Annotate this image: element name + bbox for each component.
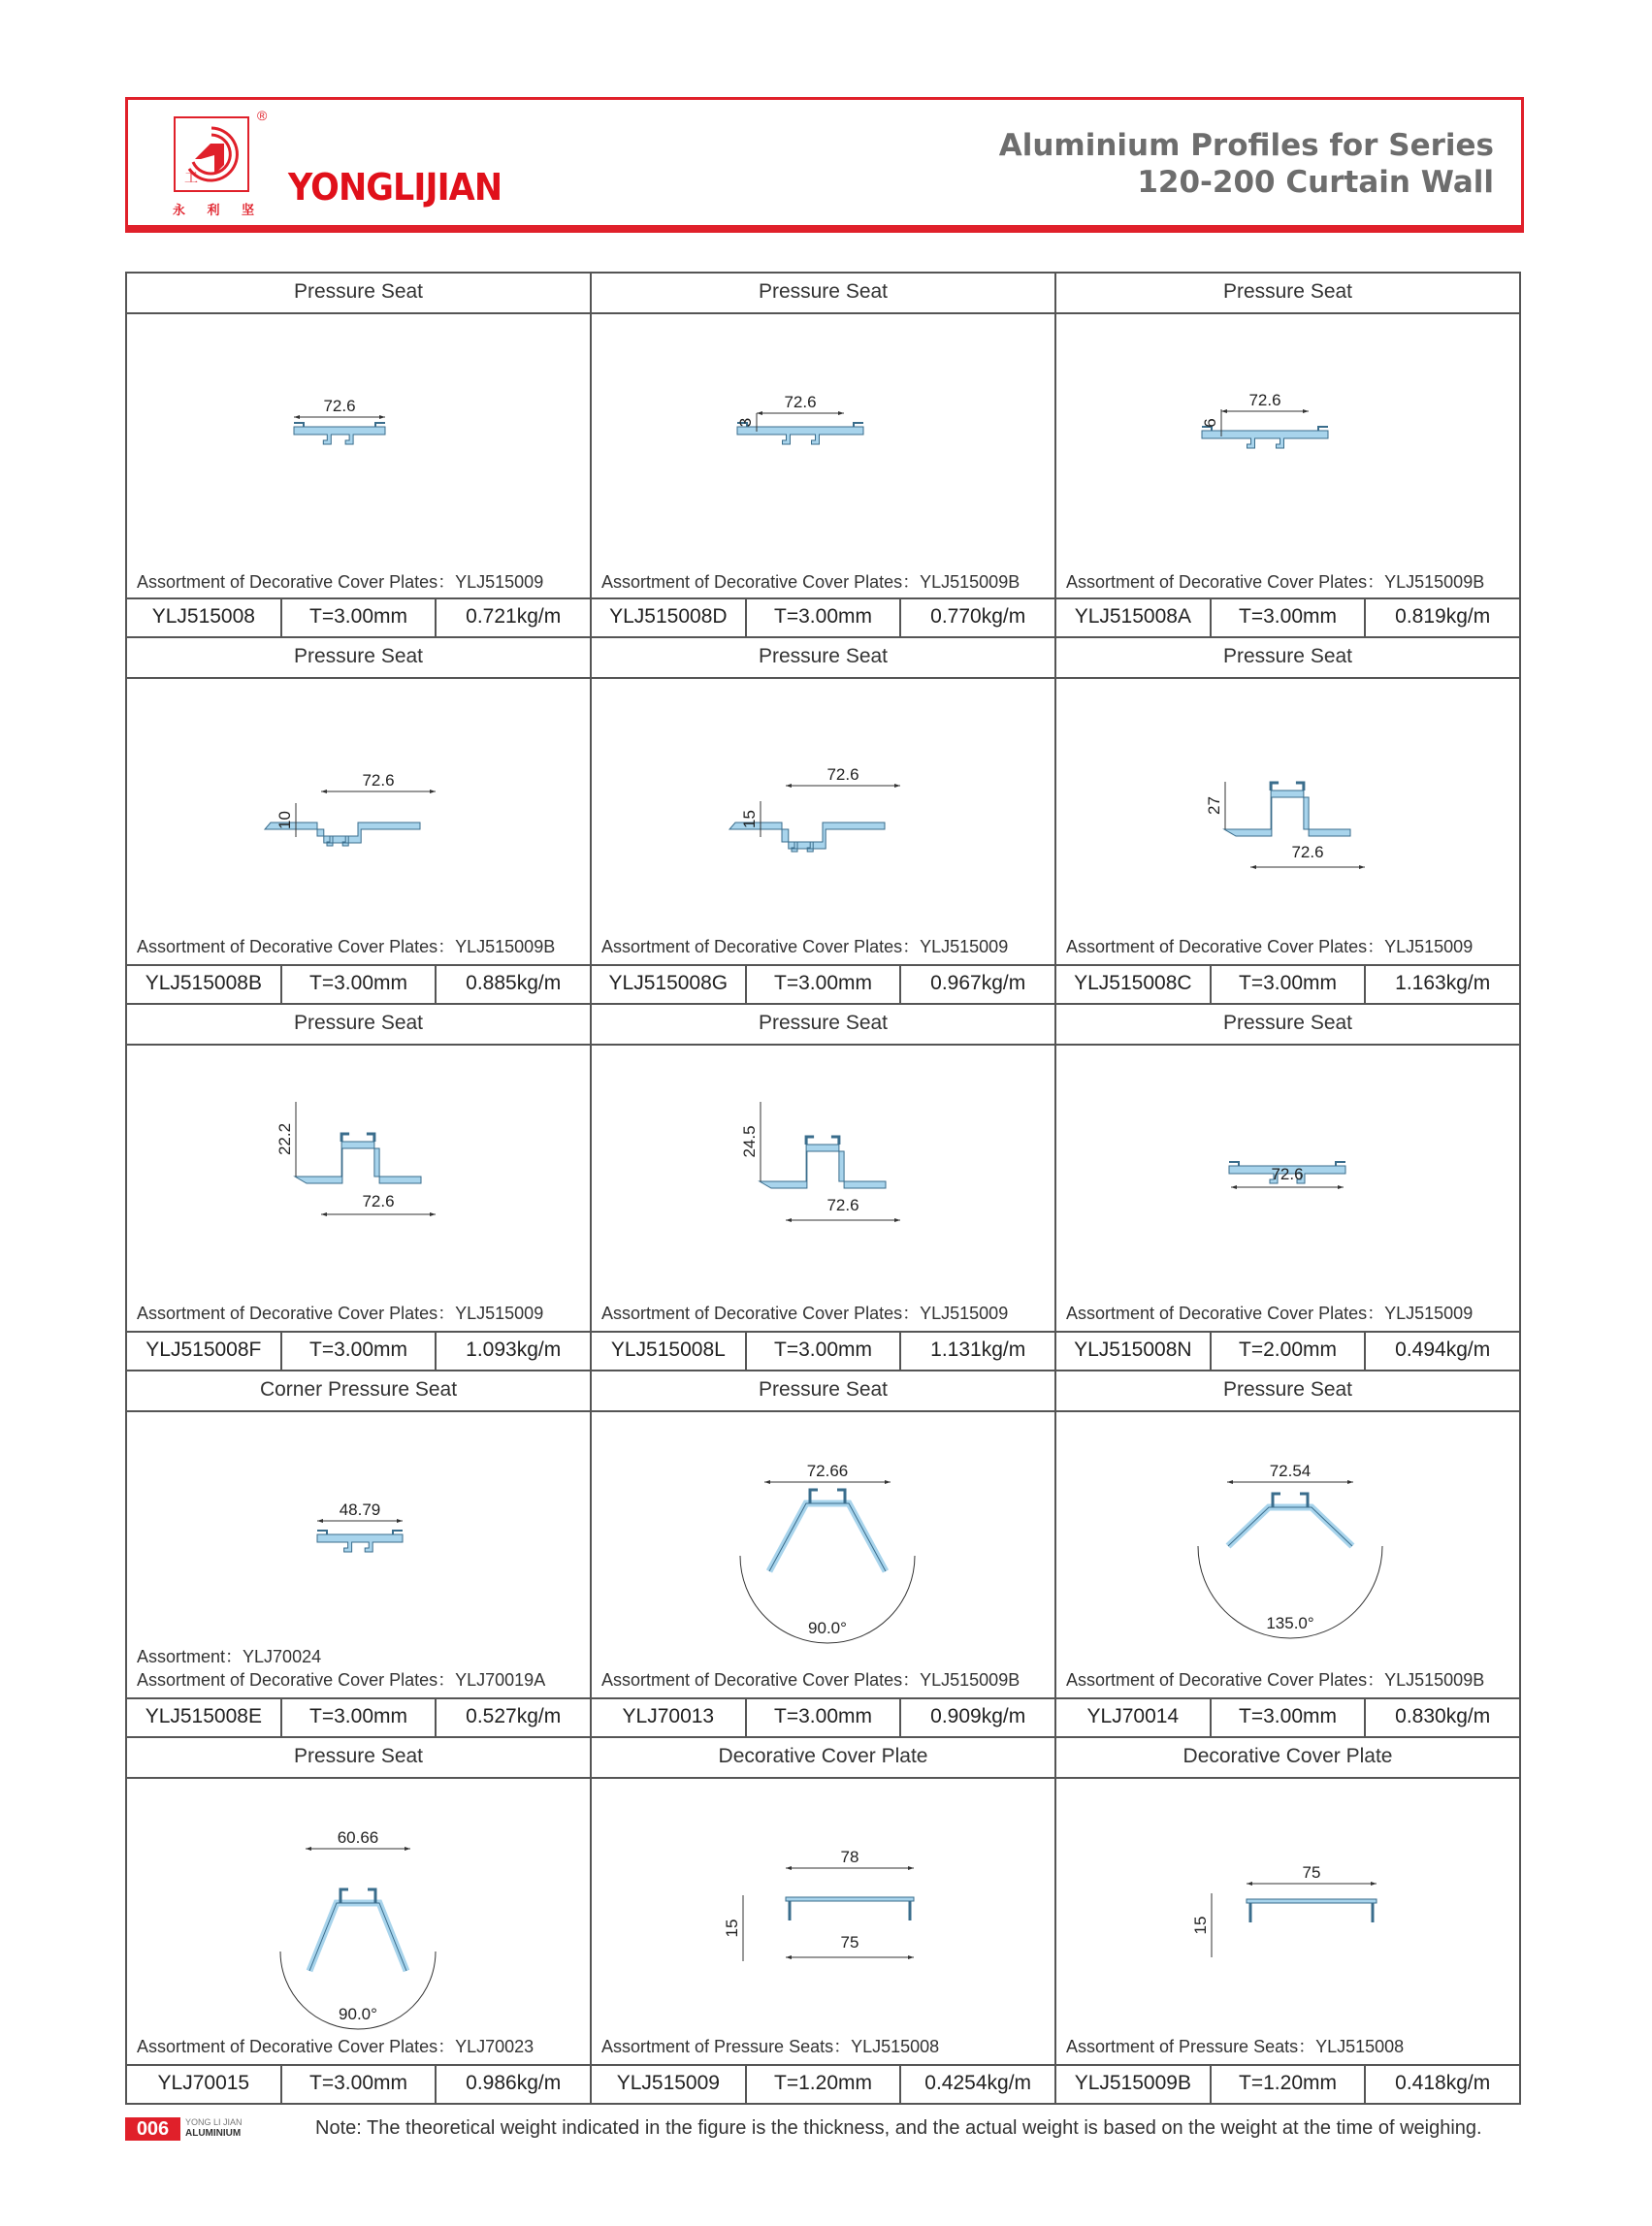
- profile-specs: [1056, 597, 1519, 636]
- svg-text:工: 工: [184, 170, 198, 185]
- profile-weight: 1.093kg/m: [435, 1333, 590, 1370]
- profile-card: [125, 1370, 592, 1738]
- profile-thickness: T=3.00mm: [1210, 1699, 1365, 1736]
- svg-text:72.6: 72.6: [1271, 1165, 1304, 1183]
- profile-thickness: T=1.20mm: [745, 2066, 900, 2103]
- svg-text:75: 75: [1302, 1863, 1321, 1882]
- svg-text:15: 15: [740, 810, 759, 828]
- profile-code: YLJ515008N: [1074, 1339, 1192, 1361]
- profile-specs: [592, 1697, 1054, 1736]
- profile-specs: [592, 597, 1054, 636]
- profile-thickness: T=2.00mm: [1210, 1333, 1365, 1370]
- profile-weight: 0.721kg/m: [435, 599, 590, 636]
- profile-code: YLJ515008F: [146, 1339, 262, 1361]
- profile-card: [590, 1736, 1056, 2105]
- profile-thickness: T=3.00mm: [745, 1333, 900, 1370]
- svg-text:72.6: 72.6: [1248, 391, 1281, 409]
- profile-cross-section-diagram: [127, 677, 590, 906]
- svg-text:15: 15: [723, 1919, 741, 1938]
- assortment-info: [1066, 1639, 1515, 1697]
- profile-weight: 0.885kg/m: [435, 966, 590, 1003]
- assortment-info: [137, 2006, 586, 2064]
- profile-code: YLJ70014: [1086, 1705, 1180, 1727]
- profile-catalog-grid: [125, 272, 1524, 2105]
- profile-card: [590, 272, 1056, 638]
- profile-card: [125, 272, 592, 638]
- profile-weight: 0.967kg/m: [899, 966, 1054, 1003]
- assortment-cover-plates: Assortment of Decorative Cover Plates：YLJ515009B: [601, 1670, 1020, 1690]
- assortment-cover-plates: Assortment of Decorative Cover Plates：YLJ515009: [1066, 937, 1474, 956]
- assortment-cover-plates: Assortment of Decorative Cover Plates：YLJ515009B: [1066, 1670, 1485, 1690]
- profile-specs: [127, 964, 590, 1003]
- assortment-cover-plates: Assortment of Pressure Seats：YLJ515008: [601, 2037, 940, 2056]
- profile-specs: [127, 597, 590, 636]
- assortment-info: [137, 541, 586, 599]
- profile-weight: 0.819kg/m: [1364, 599, 1519, 636]
- svg-text:27: 27: [1205, 796, 1223, 815]
- assortment-info: [601, 906, 1051, 964]
- profile-weight: 0.986kg/m: [435, 2066, 590, 2103]
- title-line-2: 120-200 Curtain Wall: [1137, 165, 1494, 200]
- profile-cross-section-diagram: [1056, 677, 1519, 906]
- assortment-cover-plates: Assortment of Decorative Cover Plates：YLJ515009B: [137, 937, 556, 956]
- profile-code: YLJ515009B: [1074, 2072, 1191, 2094]
- page-footer: [125, 2117, 1524, 2146]
- profile-weight: 0.909kg/m: [899, 1699, 1054, 1736]
- footer-brand: [185, 2117, 243, 2139]
- profile-card: [125, 636, 592, 1005]
- svg-text:15: 15: [1191, 1916, 1210, 1935]
- profile-cross-section-diagram: [127, 312, 590, 541]
- weight-note: Note: The theoretical weight indicated in the figure is the thickness, and the actual weight is based on the weight at the time of weighing.: [315, 2117, 1482, 2139]
- footer-brand-line1: YONG LI JIAN: [185, 2117, 243, 2127]
- svg-text:24.5: 24.5: [740, 1125, 759, 1158]
- profile-cross-section-diagram: [592, 1777, 1054, 2006]
- profile-title: Pressure Seat: [127, 274, 590, 314]
- assortment-cover-plates: Assortment of Decorative Cover Plates：YLJ515009B: [601, 572, 1020, 592]
- svg-text:78: 78: [840, 1848, 859, 1866]
- profile-title: Corner Pressure Seat: [127, 1371, 590, 1412]
- profile-card: [1054, 1736, 1521, 2105]
- catalog-row: [125, 1738, 1524, 2105]
- catalog-row: [125, 272, 1524, 638]
- profile-code: YLJ515008G: [608, 972, 729, 994]
- registered-mark: ®: [257, 108, 268, 123]
- brand-cn-char: 永: [173, 203, 186, 217]
- profile-code: YLJ70013: [622, 1705, 715, 1727]
- profile-weight: 0.527kg/m: [435, 1699, 590, 1736]
- svg-text:72.6: 72.6: [362, 771, 395, 790]
- assortment-cover-plates: Assortment of Decorative Cover Plates：YLJ515009: [601, 1304, 1009, 1323]
- profile-weight: 1.131kg/m: [899, 1333, 1054, 1370]
- svg-text:72.6: 72.6: [826, 1196, 859, 1214]
- profile-code: YLJ515008L: [610, 1339, 726, 1361]
- assortment-info: [601, 1273, 1051, 1331]
- svg-text:72.54: 72.54: [1269, 1462, 1312, 1480]
- profile-specs: [1056, 964, 1519, 1003]
- svg-text:3: 3: [736, 417, 755, 428]
- profile-code: YLJ70015: [157, 2072, 250, 2094]
- page-title: [999, 127, 1494, 201]
- page-number: 006: [125, 2117, 180, 2141]
- assortment-cover-plates: Assortment of Decorative Cover Plates：YLJ515009B: [1066, 572, 1485, 592]
- footer-brand-line2: ALUMINIUM: [185, 2128, 242, 2139]
- profile-specs: [1056, 1697, 1519, 1736]
- profile-cross-section-diagram: [592, 1044, 1054, 1273]
- profile-cross-section-diagram: [1056, 1410, 1519, 1639]
- profile-weight: 0.418kg/m: [1364, 2066, 1519, 2103]
- profile-cross-section-diagram: [127, 1777, 590, 2023]
- brand-cn-char: 坚: [241, 203, 254, 217]
- svg-text:6: 6: [1201, 418, 1219, 428]
- profile-card: [1054, 636, 1521, 1005]
- profile-title: Pressure Seat: [592, 1371, 1054, 1412]
- svg-text:10: 10: [275, 811, 294, 829]
- assortment-cover-plates: Assortment of Decorative Cover Plates：YLJ515009: [601, 937, 1009, 956]
- assortment-cover-plates: Assortment of Decorative Cover Plates：YLJ70023: [137, 2037, 534, 2056]
- svg-text:72.6: 72.6: [1291, 843, 1324, 861]
- svg-text:90.0°: 90.0°: [339, 2005, 377, 2023]
- assortment-cover-plates: Assortment of Decorative Cover Plates：YLJ515009: [1066, 1304, 1474, 1323]
- profile-title: Pressure Seat: [592, 1005, 1054, 1046]
- profile-cross-section-diagram: [127, 1410, 590, 1639]
- svg-text:90.0°: 90.0°: [808, 1619, 847, 1637]
- profile-title: Pressure Seat: [127, 1005, 590, 1046]
- assortment-info: [137, 1639, 586, 1697]
- profile-title: Pressure Seat: [592, 274, 1054, 314]
- profile-card: [125, 1003, 592, 1371]
- profile-code: YLJ515009: [616, 2072, 720, 2094]
- profile-card: [590, 1370, 1056, 1738]
- profile-title: Pressure Seat: [1056, 1371, 1519, 1412]
- profile-thickness: T=3.00mm: [280, 1699, 436, 1736]
- svg-text:72.6: 72.6: [826, 765, 859, 784]
- profile-cross-section-diagram: [127, 1044, 590, 1273]
- assortment-info: [1066, 1273, 1515, 1331]
- profile-code: YLJ515008A: [1074, 605, 1191, 628]
- profile-title: Pressure Seat: [1056, 638, 1519, 679]
- svg-text:48.79: 48.79: [339, 1500, 381, 1519]
- profile-code: YLJ515008E: [145, 1705, 262, 1727]
- brand-name: YONGLIJIAN: [288, 166, 502, 209]
- profile-weight: 0.770kg/m: [899, 599, 1054, 636]
- profile-weight: 0.4254kg/m: [899, 2066, 1054, 2103]
- profile-cross-section-diagram: [1056, 1044, 1519, 1273]
- assortment-info: [601, 1639, 1051, 1697]
- assortment-info: [137, 1273, 586, 1331]
- brand-chinese-name: [173, 200, 254, 218]
- profile-title: Pressure Seat: [127, 1738, 590, 1779]
- profile-thickness: T=3.00mm: [1210, 966, 1365, 1003]
- svg-text:72.6: 72.6: [323, 397, 356, 415]
- svg-text:72.6: 72.6: [362, 1192, 395, 1210]
- assortment-info: [137, 906, 586, 964]
- profile-title: Decorative Cover Plate: [592, 1738, 1054, 1779]
- profile-title: Pressure Seat: [127, 638, 590, 679]
- profile-cross-section-diagram: [592, 312, 1054, 541]
- profile-title: Decorative Cover Plate: [1056, 1738, 1519, 1779]
- profile-cross-section-diagram: [592, 677, 1054, 906]
- assortment-cover-plates: Assortment of Decorative Cover Plates：YLJ70019A: [137, 1670, 546, 1690]
- assortment-cover-plates: Assortment of Decorative Cover Plates：YLJ515009: [137, 572, 544, 592]
- profile-card: [590, 636, 1056, 1005]
- profile-code: YLJ515008B: [145, 972, 262, 994]
- profile-code: YLJ515008C: [1074, 972, 1192, 994]
- profile-thickness: T=3.00mm: [745, 599, 900, 636]
- assortment-info: [601, 541, 1051, 599]
- profile-specs: [592, 964, 1054, 1003]
- svg-text:75: 75: [840, 1933, 859, 1952]
- profile-thickness: T=3.00mm: [280, 599, 436, 636]
- profile-title: Pressure Seat: [1056, 1005, 1519, 1046]
- svg-text:72.66: 72.66: [806, 1462, 849, 1480]
- profile-title: Pressure Seat: [592, 638, 1054, 679]
- profile-code: YLJ515008: [151, 605, 255, 628]
- profile-weight: 0.830kg/m: [1364, 1699, 1519, 1736]
- brand-logo-icon: [174, 116, 249, 192]
- profile-thickness: T=3.00mm: [280, 1333, 436, 1370]
- profile-specs: [1056, 1331, 1519, 1370]
- profile-code: YLJ515008D: [609, 605, 728, 628]
- profile-card: [125, 1736, 592, 2105]
- assortment-info: [1066, 2006, 1515, 2064]
- profile-specs: [127, 1331, 590, 1370]
- assortment-line: Assortment：YLJ70024: [137, 1647, 322, 1666]
- title-line-1: Aluminium Profiles for Series: [998, 128, 1494, 163]
- assortment-cover-plates: Assortment of Pressure Seats：YLJ515008: [1066, 2037, 1405, 2056]
- brand-cn-char: 利: [207, 203, 220, 217]
- profile-specs: [592, 2064, 1054, 2103]
- profile-card: [1054, 1370, 1521, 1738]
- assortment-info: [1066, 541, 1515, 599]
- profile-thickness: T=3.00mm: [745, 1699, 900, 1736]
- profile-cross-section-diagram: [1056, 312, 1519, 541]
- svg-text:135.0°: 135.0°: [1266, 1614, 1314, 1632]
- profile-thickness: T=3.00mm: [280, 966, 436, 1003]
- profile-weight: 0.494kg/m: [1364, 1333, 1519, 1370]
- profile-thickness: T=3.00mm: [280, 2066, 436, 2103]
- profile-thickness: T=1.20mm: [1210, 2066, 1365, 2103]
- profile-specs: [592, 1331, 1054, 1370]
- assortment-info: [1066, 906, 1515, 964]
- profile-specs: [127, 2064, 590, 2103]
- profile-specs: [127, 1697, 590, 1736]
- profile-cross-section-diagram: [592, 1410, 1054, 1639]
- profile-thickness: T=3.00mm: [745, 966, 900, 1003]
- svg-text:60.66: 60.66: [337, 1828, 379, 1847]
- profile-weight: 1.163kg/m: [1364, 966, 1519, 1003]
- profile-card: [1054, 272, 1521, 638]
- profile-thickness: T=3.00mm: [1210, 599, 1365, 636]
- profile-specs: [1056, 2064, 1519, 2103]
- catalog-row: [125, 638, 1524, 1005]
- profile-card: [590, 1003, 1056, 1371]
- svg-text:72.6: 72.6: [784, 393, 817, 411]
- assortment-info: [601, 2006, 1051, 2064]
- profile-title: Pressure Seat: [1056, 274, 1519, 314]
- catalog-row: [125, 1005, 1524, 1371]
- profile-cross-section-diagram: [1056, 1777, 1519, 2006]
- svg-text:22.2: 22.2: [275, 1122, 294, 1156]
- catalog-row: [125, 1371, 1524, 1738]
- page-header: [125, 97, 1524, 233]
- assortment-cover-plates: Assortment of Decorative Cover Plates：YLJ515009: [137, 1304, 544, 1323]
- profile-card: [1054, 1003, 1521, 1371]
